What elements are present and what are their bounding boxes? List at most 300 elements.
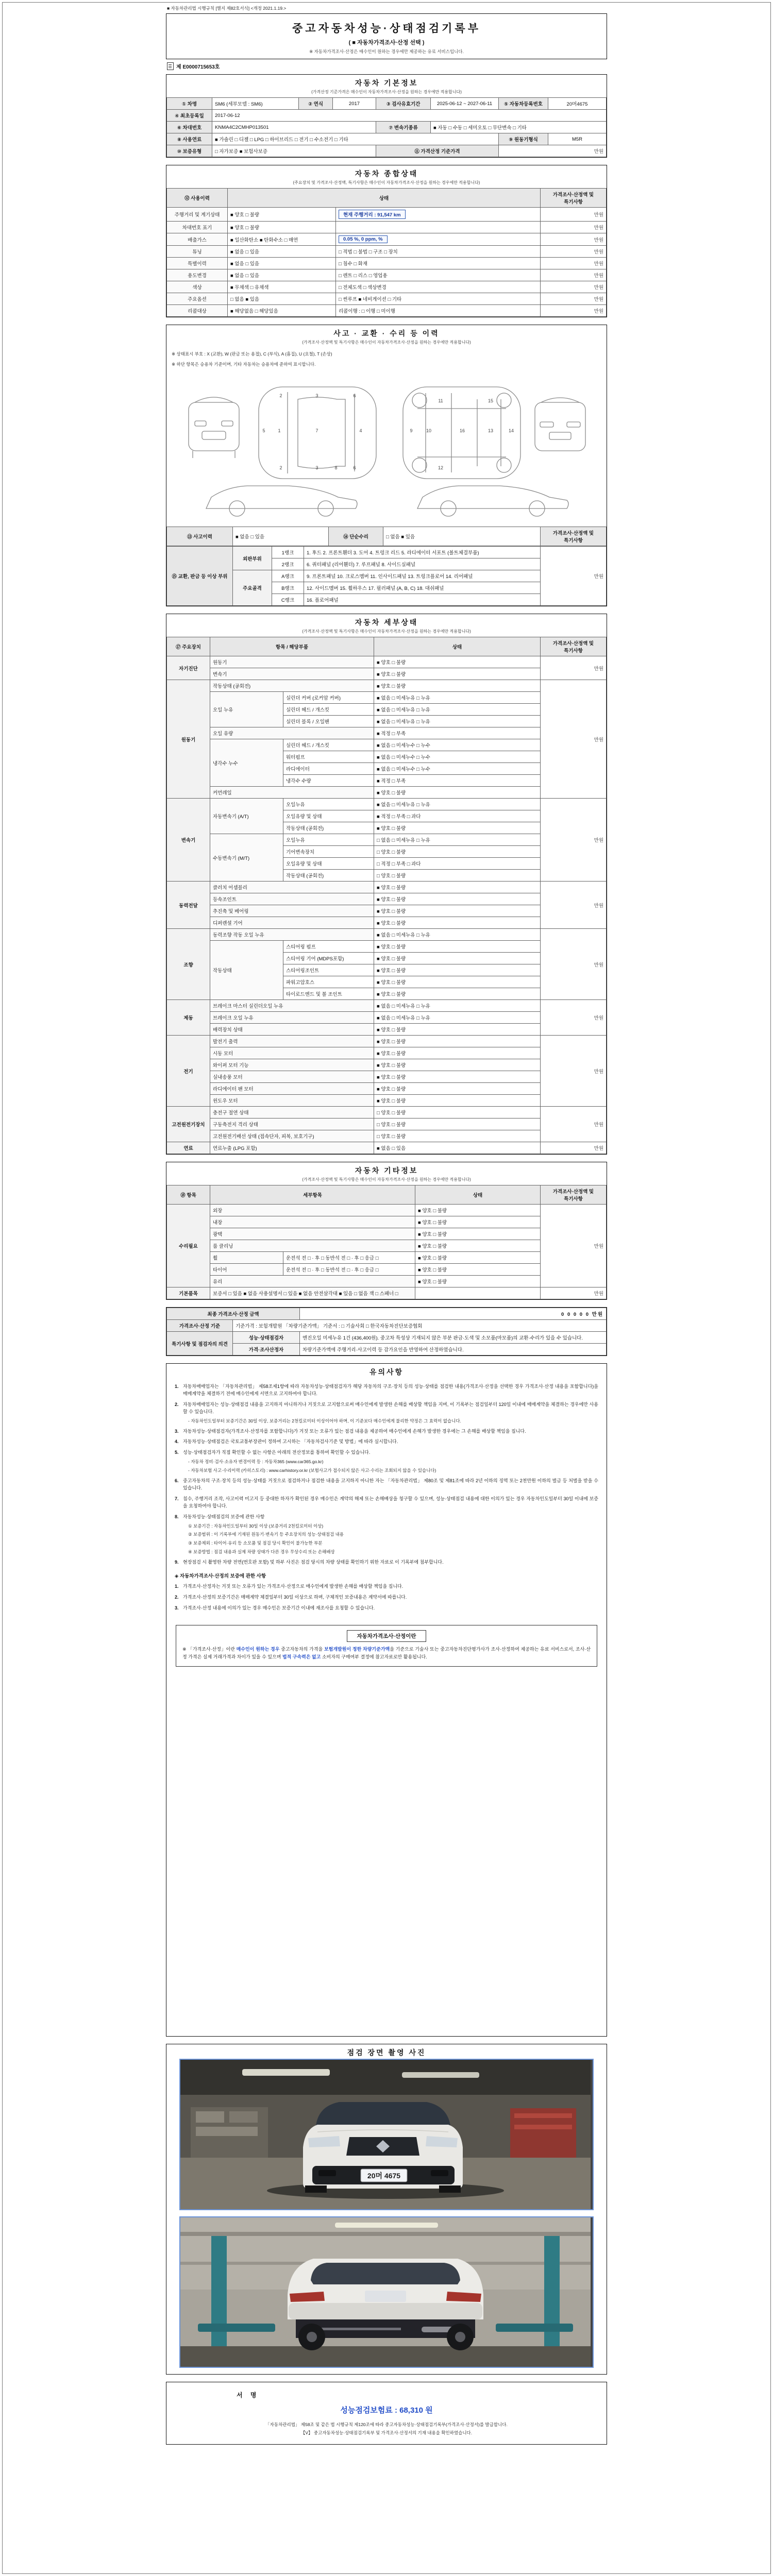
table-row <box>167 1308 607 1320</box>
item-label: 차대번호 표기 <box>167 222 228 233</box>
highlight-value: 0.05 %, 0 ppm, % <box>339 235 388 243</box>
item-label: 주행거리 및 계기상태 <box>167 208 228 222</box>
item-label: 브레이크 마스터 실린더오일 누유 <box>210 1000 374 1012</box>
status-value: ■ 양호 □ 불량 <box>374 905 541 917</box>
status-value: ■ 양호 □ 불량 <box>374 893 541 905</box>
highlight-value: 현재 주행거리 : 91,547 km <box>339 210 406 219</box>
diagram-note: ※ 하단 항목은 승용차 기준이며, 기타 자동차는 승용차에 준하여 표시합니다. <box>172 362 316 367</box>
amount-cell: 만원 <box>541 680 607 799</box>
item-label: 변속기 <box>210 668 374 680</box>
subitem-label: 냉각수 수량 <box>283 775 374 787</box>
vin-value: KNMA4C2CMHP013501 <box>212 122 376 133</box>
status-detail <box>336 208 541 222</box>
status-value: ■ 없음 □ 미세누유 □ 누유 <box>374 716 541 727</box>
status-value: ■ 적정 □ 부족 □ 과다 <box>374 810 541 822</box>
group-label: 조향 <box>167 929 210 1000</box>
amount-cell: 만원 <box>541 208 607 222</box>
section-title: 점검 장면 촬영 사진 <box>347 2048 426 2057</box>
notice-subitem: ④ 보증방법 : 점검 내용과 실제 차량 상태가 다른 경우 무상수리 또는 손해배상 <box>188 1549 335 1554</box>
comprehensive-table <box>166 188 607 317</box>
notice-subitem: - 자동차보험 사고·수리이력 (카히스토리) : www.carhistory.or.kr (보험사고가 접수되지 않은 사고·수리는 조회되지 않을 수 있습니다) <box>188 1468 436 1473</box>
subitem-label: 스티어링 펌프 <box>283 941 374 953</box>
status-value: ■ 양호 □ 불량 <box>374 1059 541 1071</box>
status-value: ■ 양호 □ 불량 <box>374 964 541 976</box>
item-label: 발전기 출력 <box>210 1036 374 1047</box>
status-value: □ 양호 □ 불량 <box>374 1118 541 1130</box>
status-value: ■ 없음 □ 미세누유 □ 누유 <box>374 1012 541 1024</box>
item-label: 냉각수 누수 <box>210 739 283 787</box>
status-code-legend: ※ 상태표시 부호 : X (교환), W (판금 또는 용접), C (부식), A (흠집), U (요철), T (손상) <box>172 351 332 357</box>
item-label: 동력조향 작동 오일 누유 <box>210 929 374 941</box>
notice-item: 9. 현장점검 시 촬영한 차량 전면(번호판 포함) 및 하부 사진은 점검 당시의 차량 상태를 확인하기 위한 자료로 이 기록부에 첨부합니다. <box>175 1559 444 1565</box>
panel-number: 5 <box>262 428 265 433</box>
section-notices <box>166 1363 607 2037</box>
panel-number: 1 <box>278 428 281 433</box>
engine-type: M5R <box>548 133 607 145</box>
header-row: ⑫ 사용이력 상태 가격조사·산정액 및 특기사항 <box>167 189 607 208</box>
table-row <box>167 133 607 145</box>
panel-number: 11 <box>438 398 443 403</box>
subitem-label: 기어변속장치 <box>283 846 374 858</box>
rank-label: 2랭크 <box>272 558 304 570</box>
subitem-label: 오일누유 <box>283 834 374 846</box>
inspection-report <box>166 0 607 2445</box>
table-row <box>167 269 607 281</box>
inspection-photo-underbody <box>179 2216 594 2368</box>
fuel-type: ■ 가솔린 □ 디젤 □ LPG □ 하이브리드 □ 전기 □ 수소전기 □ 기타 <box>212 133 499 145</box>
status-value: ■ 없음 □ 있음 <box>228 246 336 258</box>
subitem-label: 파워고압호스 <box>283 976 374 988</box>
item-label: 라디에이터 팬 모터 <box>210 1083 374 1095</box>
basis-label: 가격조사·산정 기준 <box>167 1320 233 1332</box>
item-label: 오일 누유 <box>210 692 283 727</box>
status-detail: 리콜이행 : □ 이행 □ 미이행 <box>336 305 541 317</box>
field-label: ⑨ 원동기형식 <box>499 133 548 145</box>
panel-number: 8 <box>334 465 338 470</box>
panel-list: 16. 플로어패널 <box>304 594 541 606</box>
status-value: ■ 양호 □ 불량 <box>374 1095 541 1107</box>
simple-repair-status: □ 없음 ■ 있음 <box>383 527 541 546</box>
signature-label: 서 명 <box>237 2392 260 2399</box>
table-row <box>167 1142 607 1154</box>
license-plate-text: 20머 4675 <box>367 2172 401 2180</box>
notice-subitem: ① 보증기간 : 자동차인도일부터 30일 이상 (보증거리 2천킬로미터 이상) <box>188 1523 324 1529</box>
status-value: ■ 일산화탄소 ■ 탄화수소 □ 매연 <box>228 233 336 246</box>
item-label: 특별이력 <box>167 258 228 269</box>
status-detail: □ 침수 □ 화재 <box>336 258 541 269</box>
status-value: ■ 없음 □ 미세누수 □ 누수 <box>374 739 541 751</box>
notice-item: 2. 자동차매매업자는 성능·상태점검 내용을 고지하지 아니하거나 거짓으로 고지함으로써 매수인에게 발생한 손해를 배상할 책임을 지며, 이 기록부는 점검일부터 120일 이내에 매매계약을 체결하는 경우에만 사용할 수 있습니다. <box>175 1401 598 1414</box>
panel-list: 9. 프론트패널 10. 크로스멤버 11. 인사이드패널 13. 트렁크플로어 14. 리어패널 <box>304 570 541 582</box>
table-row <box>167 246 607 258</box>
status-value: ■ 양호 □ 불량 <box>374 917 541 929</box>
final-price-table <box>166 1308 607 1355</box>
group-label: 제동 <box>167 1000 210 1036</box>
status-value: □ 양호 □ 불량 <box>374 1130 541 1142</box>
price-info-box <box>176 1625 597 1667</box>
status-detail: □ 렌트 □ 리스 □ 영업용 <box>336 269 541 281</box>
document-icon <box>167 62 174 70</box>
table-row <box>167 145 607 157</box>
subitem-label: 실린더 헤드 / 개스킷 <box>283 739 374 751</box>
inspector-role: 성능·상태점검자 <box>233 1332 300 1344</box>
price-info-text: ※ 「가격조사·산정」이란 매수인이 원하는 경우 중고자동차의 가격을 보험개발원이 정한 차량기준가액을 기준으로 기술사 또는 중고자동차진단평가사가 조사·산정하여 제공하는 유료 서비스로서, 조사·산정 가격은 실제 거래가격과 차이가 있을 수 있으며 법적 구속력은 없고 소비자의 구매여부 결정에 참고자료로만 활용됩니다. <box>182 1647 591 1660</box>
status-value: □ 없음 □ 미세누유 □ 누유 <box>374 834 541 846</box>
status-value: ■ 양호 □ 불량 <box>374 1047 541 1059</box>
item-label: 룸 클리닝 <box>210 1240 415 1252</box>
status-value: ■ 없음 □ 미세누유 □ 누유 <box>374 1000 541 1012</box>
report-title: 중고자동차성능·상태점검기록부 <box>292 23 481 35</box>
amount-cell: 만원 <box>541 1000 607 1036</box>
field-label: ⑩ 보증유형 <box>167 145 212 157</box>
amount-cell: 만원 <box>541 1205 607 1287</box>
amount-cell: 만원 <box>541 258 607 269</box>
panel-list: 12. 사이드멤버 15. 휠하우스 17. 필러패널 (A, B, C) 18. 대쉬패널 <box>304 582 541 594</box>
panel-number: 4 <box>359 428 362 433</box>
status-value: ■ 적정 □ 부족 <box>374 775 541 787</box>
amount-cell: 만원 <box>541 656 607 680</box>
group-label: 변속기 <box>167 799 210 882</box>
amount-cell: 만원 <box>541 269 607 281</box>
accent-term: 법적 구속력은 없고 <box>282 1654 321 1660</box>
document-number-row <box>167 62 607 70</box>
vehicle-diagram-area <box>166 368 607 527</box>
notice-item: 1. 자동차매매업자는 「자동차관리법」 제58조제1항에 따라 자동차성능·상태점검자가 해당 자동차의 구조·장치 등의 성능·상태를 점검한 내용(가격조사·산정을 선택한 경우 가격조사·산정 내용을 포함합니다)을 매매계약을 체결하기 전에 매수인에게 서면으로 고지하여야 합니다. <box>175 1384 598 1396</box>
field-label: ⑭ 단순수리 <box>329 527 383 546</box>
section-accident-history <box>166 325 607 606</box>
status-detail <box>336 222 541 233</box>
notice-subitem: - 자동차 정비·검사·소유자 변경이력 등 : 자동차365 (www.car365.go.kr) <box>188 1459 324 1465</box>
accident-history-status: ■ 없음 □ 있음 <box>233 527 329 546</box>
status-value: ■ 양호 □ 불량 <box>415 1228 541 1240</box>
item-label: 윈도우 모터 <box>210 1095 374 1107</box>
panel-number: 14 <box>508 428 514 433</box>
document-number: 제 E0000715653호 <box>176 64 220 70</box>
subitem-label: 실린더 블록 / 오일팬 <box>283 716 374 727</box>
status-value: ■ 양호 □ 불량 <box>374 882 541 893</box>
item-label: 커먼레일 <box>210 787 374 799</box>
table-row <box>167 929 607 941</box>
appraiser-role: 가격·조사산정자 <box>233 1344 300 1355</box>
status-value: ■ 양호 □ 불량 <box>374 680 541 692</box>
item-label: 연료누출 (LPG 포함) <box>210 1142 374 1154</box>
table-row <box>167 1107 607 1118</box>
table-row <box>167 547 607 558</box>
model-year: 2017 <box>333 98 376 110</box>
exchange-label: ⑮ 교환, 판금 등 이상 부위 <box>167 547 233 606</box>
notice-item: 6. 중고자동차의 구조·장치 등의 성능·상태를 거짓으로 점검하거나 점검한 내용을 고지하지 아니한 자는 「자동차관리법」 제80조 및 제81조에 따라 2년 이하의 징역 또는 2천만원 이하의 벌금 등 처벌을 받을 수 있습니다. <box>175 1478 598 1490</box>
section-final-price <box>166 1307 607 1356</box>
status-value: ■ 없음 □ 미세누유 □ 누유 <box>374 704 541 716</box>
item-label: 내장 <box>210 1216 415 1228</box>
section-note: (가격조사·산정액 및 특기사항은 매수인이 자동차가격조사·산정을 원하는 경우에만 적용합니다) <box>302 340 471 345</box>
status-value: ■ 양호 □ 불량 <box>374 988 541 1000</box>
rank-label: B랭크 <box>272 582 304 594</box>
item-label: 주요옵션 <box>167 293 228 305</box>
inspection-photo-front <box>179 2059 594 2210</box>
item-label: 시동 모터 <box>210 1047 374 1059</box>
status-value: ■ 없음 □ 미세누유 □ 누유 <box>374 929 541 941</box>
accident-summary-table <box>166 527 607 546</box>
subitem-label: 스티어링조인트 <box>283 964 374 976</box>
status-value: ■ 양호 □ 불량 <box>415 1264 541 1276</box>
group-label: 전기 <box>167 1036 210 1107</box>
table-row <box>167 258 607 269</box>
notice-subitem: ③ 보증제외 : 타이어·유리 등 소모품 및 점검 당시 확인이 불가능한 부분 <box>188 1540 323 1546</box>
table-row <box>167 281 607 293</box>
table-row <box>167 1320 607 1332</box>
status-value: ■ 적정 □ 부족 <box>374 727 541 739</box>
item-label: 디퍼렌셜 기어 <box>210 917 374 929</box>
status-value: ■ 없음 □ 미세누수 □ 누수 <box>374 763 541 775</box>
amount-cell: 만원 <box>541 281 607 293</box>
item-label: 광택 <box>210 1228 415 1240</box>
panel-number: 3 <box>315 393 318 398</box>
subitem-label: 실린더 커버 (로커암 커버) <box>283 692 374 704</box>
accident-table <box>166 546 607 606</box>
table-row <box>167 680 607 692</box>
panel-number: 12 <box>438 465 444 470</box>
subitem-label: 작동상태 (공회전) <box>283 822 374 834</box>
table-row <box>167 208 607 222</box>
notice-item: 2. 가격조사·산정의 보증기간은 매매계약 체결일부터 30일 이상으로 하며, 구체적인 보증내용은 계약서에 따릅니다. <box>175 1595 407 1600</box>
table-row <box>167 656 607 668</box>
notice-subtitle: ◈ 자동차가격조사·산정의 보증에 관한 사항 <box>175 1573 266 1580</box>
detail-table <box>166 637 607 1154</box>
first-registration-date: 2017-06-12 <box>212 110 607 122</box>
panel-number: 6 <box>353 465 356 470</box>
status-value: ■ 없음 □ 미세누수 □ 누수 <box>374 751 541 763</box>
amount-cell: 만원 <box>541 547 607 606</box>
status-value: ■ 양호 □ 불량 <box>415 1252 541 1264</box>
status-value: ■ 무채색 □ 유채색 <box>228 281 336 293</box>
report-note: ※ 자동차가격조사·산정은 매수인이 원하는 경우에만 제공하는 유료 서비스입니다. <box>309 49 464 54</box>
table-row <box>167 527 607 546</box>
status-value: □ 없음 ■ 있음 <box>228 293 336 305</box>
amount-header: 가격조사·산정액 및 특기사항 <box>541 527 607 546</box>
inspector-remark: 엔진오일 미세누유 1건 (436,400원). 중고차 특성상 기재되지 않은 부분 판금·도색 및 소모품(마모품)의 교환·수리가 있을 수 있습니다. <box>300 1332 607 1344</box>
panel-number: 7 <box>315 428 318 433</box>
warranty-type: □ 자가보증 ■ 보험사보증 <box>212 145 376 157</box>
item-label: 용도변경 <box>167 269 228 281</box>
panel-number: 15 <box>488 398 494 403</box>
item-label: 타이어 <box>210 1264 283 1276</box>
subitem-label: 스티어링 기어 (MDPS포함) <box>283 953 374 964</box>
table-row <box>167 110 607 122</box>
section-title: 사고 · 교환 · 수리 등 이력 <box>333 329 440 337</box>
amount-cell: 만원 <box>541 799 607 882</box>
field-label: ⑤ 자동차등록번호 <box>499 98 548 110</box>
inspection-valid-period: 2025-06-12 ~ 2027-06-11 <box>431 98 499 110</box>
subitem-label: 워터펌프 <box>283 751 374 763</box>
item-label: 브레이크 오일 누유 <box>210 1012 374 1024</box>
section-overall-condition <box>166 165 607 317</box>
item-label: 휠 <box>210 1252 283 1264</box>
panel-number: 2 <box>279 393 282 398</box>
issuance-statement: 「자동차관리법」 제58조 및 같은 법 시행규칙 제120조에 따라 중고자동차성능·상태점검기록부(가격조사·산정서)를 발급합니다. <box>265 2422 508 2427</box>
section-note: (가격조사·산정액 및 특기사항은 매수인이 자동차가격조사·산정을 원하는 경우에만 적용합니다) <box>302 629 471 634</box>
status-value: ■ 없음 □ 있음 <box>228 269 336 281</box>
amount-cell: 만원 <box>541 1107 607 1142</box>
status-value: ■ 양호 □ 불량 <box>374 941 541 953</box>
amount-cell: 만원 <box>541 233 607 246</box>
status-value: □ 양호 □ 불량 <box>374 1107 541 1118</box>
table-row <box>167 1205 607 1216</box>
panel-list: 1. 후드 2. 프론트휀더 3. 도어 4. 트렁크 리드 5. 라디에이터 서포트 (볼트체결부품) <box>304 547 541 558</box>
field-label: ① 차명 <box>167 98 212 110</box>
header-row: ⑰ 주요장치 항목 / 해당부품 상태 가격조사·산정액 및 특기사항 <box>167 637 607 656</box>
subitem-label: 라디에이터 <box>283 763 374 775</box>
subitem-label: 작동상태 (공회전) <box>283 870 374 882</box>
panel-number: 6 <box>353 393 356 398</box>
form-reference: ■ 자동차관리법 시행규칙 [별지 제82호서식] <개정 2021.1.19.> <box>167 6 287 11</box>
section-etc-info <box>166 1162 607 1300</box>
group-label: 원동기 <box>167 680 210 799</box>
table-row <box>167 98 607 110</box>
table-row <box>167 293 607 305</box>
status-value: ■ 양호 □ 불량 <box>415 1216 541 1228</box>
field-label: ③ 검사유효기간 <box>376 98 431 110</box>
field-label: ⑦ 변속기종류 <box>376 122 431 133</box>
status-value: ■ 양호 □ 불량 <box>374 668 541 680</box>
rank-label: C랭크 <box>272 594 304 606</box>
confirmation-statement: 【V】 중고자동차성능·상태점검기록부 및 가격조사·산정서의 기재 내용을 확인하였습니다. <box>300 2430 473 2435</box>
status-value: ■ 양호 □ 불량 <box>415 1205 541 1216</box>
item-label: 충전구 절연 상태 <box>210 1107 374 1118</box>
area-label: 외판부위 <box>233 547 272 570</box>
table-row <box>167 1036 607 1047</box>
status-value: ■ 양호 □ 불량 <box>228 222 336 233</box>
item-label: 추진축 및 베어링 <box>210 905 374 917</box>
panel-number: 2 <box>279 465 282 470</box>
notice-item: 8. 자동차성능·상태점검의 보증에 관한 사항 <box>175 1514 265 1519</box>
item-label: 리콜대상 <box>167 305 228 317</box>
amount-cell: 만원 <box>541 305 607 317</box>
report-subtitle: ( ■ 자동차가격조사·산정 선택 ) <box>348 40 425 46</box>
table-row <box>167 233 607 246</box>
transmission-type: ■ 자동 □ 수동 □ 세미오토 □ 무단변속 □ 기타 <box>431 122 607 133</box>
notice-subitem: - 자동차인도일부터 보증기간은 30일 이상, 보증거리는 2천킬로미터 이상이어야 하며, 이 기준보다 매수인에게 불리한 약정은 그 효력이 없습니다. <box>188 1418 461 1423</box>
section-basic-info <box>166 74 607 158</box>
item-label: 구동축전지 격리 상태 <box>210 1118 374 1130</box>
panel-number: 13 <box>488 428 494 433</box>
final-price-value: 0 0 0 0 0 만원 <box>300 1308 607 1320</box>
amount-cell: 만원 <box>541 882 607 929</box>
appraiser-remark: 차량기준가액에 주행거리·사고이력 등 감가요인을 반영하여 산정하였습니다. <box>300 1344 607 1355</box>
group-label: 연료 <box>167 1142 210 1154</box>
section-title: 자동차 종합상태 <box>355 170 418 178</box>
notice-item: 4. 자동차성능·상태점검은 국토교통부장관이 정하여 고시하는 「자동차검사기준 및 방법」에 따라 실시합니다. <box>175 1439 398 1445</box>
field-label: ⑬ 사고이력 <box>167 527 233 546</box>
etc-table <box>166 1185 607 1299</box>
item-label: 유리 <box>210 1276 415 1287</box>
panel-list: 6. 쿼터패널 (리어휀더) 7. 루프패널 8. 사이드실패널 <box>304 558 541 570</box>
panel-number: 10 <box>426 428 432 433</box>
item-label: 배력장치 상태 <box>210 1024 374 1036</box>
status-value: ■ 양호 □ 불량 <box>374 1024 541 1036</box>
status-value: □ 적정 □ 부족 □ 과다 <box>374 858 541 870</box>
amount-cell: 만원 <box>541 293 607 305</box>
notice-body <box>166 1378 607 1619</box>
group-label: 동력전달 <box>167 882 210 929</box>
item-label: 수동변속기 (M/T) <box>210 834 283 882</box>
field-label: ⑧ 사용연료 <box>167 133 212 145</box>
item-label: 튜닝 <box>167 246 228 258</box>
subitem-label: 실린더 헤드 / 개스킷 <box>283 704 374 716</box>
status-detail <box>336 233 541 246</box>
field-label: ④ 최초등록일 <box>167 110 212 122</box>
field-label: ⑥ 차대번호 <box>167 122 212 133</box>
table-row <box>167 882 607 893</box>
status-value: □ 양호 □ 불량 <box>374 846 541 858</box>
item-label: 실내송풍 모터 <box>210 1071 374 1083</box>
section-detail-condition <box>166 614 607 1155</box>
vehicle-diagram <box>175 370 598 521</box>
section-note: (가격조사·산정액 및 특기사항은 매수인이 자동차가격조사·산정을 원하는 경우에만 적용합니다) <box>302 1177 471 1182</box>
status-value: ■ 양호 □ 불량 <box>374 787 541 799</box>
item-label: 배출가스 <box>167 233 228 246</box>
amount-cell: 만원 <box>541 222 607 233</box>
status-value <box>415 1287 541 1299</box>
item-label: 색상 <box>167 281 228 293</box>
subitem-label: 오일유량 및 상태 <box>283 858 374 870</box>
table-row <box>167 305 607 317</box>
amount-cell: 만원 <box>541 246 607 258</box>
section-note: (주요장치 및 가격조사·산정액, 특기사항은 매수인이 자동차가격조사·산정을 원하는 경우에만 적용합니다) <box>293 180 480 185</box>
status-value: ■ 없음 □ 미세누유 □ 누유 <box>374 799 541 810</box>
section-title: 자동차 기타정보 <box>355 1166 418 1175</box>
registration-number: 20머4675 <box>548 98 607 110</box>
status-value: ■ 양호 □ 불량 <box>374 1071 541 1083</box>
rank-label: A랭크 <box>272 570 304 582</box>
section-title: 유의사항 <box>369 1368 404 1376</box>
field-label: ⑪ 가격산정 기준가격 <box>376 145 499 157</box>
area-label: 주요골격 <box>233 570 272 606</box>
amount-cell: 만원 <box>541 1036 607 1107</box>
item-label: 자동변속기 (A/T) <box>210 799 283 834</box>
accent-term: 매수인이 원하는 경우 <box>236 1647 280 1652</box>
subitem-label: 타이로드엔드 및 볼 조인트 <box>283 988 374 1000</box>
vehicle-name: SM6 (세부모델 : SM6) <box>212 98 299 110</box>
item-label: 와이퍼 모터 기능 <box>210 1059 374 1071</box>
item-label: 클러치 어셈블리 <box>210 882 374 893</box>
panel-number: 16 <box>459 428 465 433</box>
notice-item: 3. 가격조사·산정 내용에 이의가 있는 경우 매수인은 보증기간 이내에 재조사를 요청할 수 있습니다. <box>175 1605 375 1611</box>
status-value: ■ 양호 □ 불량 <box>374 1083 541 1095</box>
table-row <box>167 222 607 233</box>
group-label: 자기진단 <box>167 656 210 680</box>
section-title: 자동차 세부상태 <box>355 618 418 626</box>
status-value: ■ 양호 □ 불량 <box>415 1240 541 1252</box>
insurance-fee: 성능점검보험료 : 68,310 원 <box>340 2406 433 2415</box>
status-value: ■ 양호 □ 불량 <box>374 953 541 964</box>
status-value: ■ 없음 □ 있음 <box>374 1142 541 1154</box>
notice-item: 5. 성능·상태점검자가 직접 확인할 수 없는 사항은 아래의 전산정보를 통하여 확인할 수 있습니다. <box>175 1450 371 1455</box>
table-row <box>167 1287 607 1299</box>
field-label: ② 연식 <box>299 98 333 110</box>
panel-number: 9 <box>410 428 413 433</box>
report-header <box>166 13 607 59</box>
group-label: 수리필요 <box>167 1205 210 1287</box>
table-row <box>167 1332 607 1344</box>
amount-cell: 만원 <box>541 1142 607 1154</box>
opinion-title: 특기사항 및 점검자의 의견 <box>167 1332 233 1355</box>
notice-item: 7. 침수, 주행거리 조작, 사고이력 미고지 등 중대한 하자가 확인된 경우 매수인은 계약의 해제 또는 손해배상을 청구할 수 있으며, 성능·상태점검 내용에 대한 이의가 있는 경우 자동차인도일부터 30일 이내에 보증을 요청하여야 합니다. <box>175 1496 598 1509</box>
amount-cell: 만원 <box>541 1287 607 1299</box>
accent-term: 보험개발원이 정한 차량기준가액 <box>324 1647 390 1652</box>
notice-item: 1. 가격조사·산정자는 거짓 또는 오류가 있는 가격조사·산정으로 매수인에게 발생한 손해를 배상할 책임을 집니다. <box>175 1584 404 1589</box>
section-title: 자동차 기본정보 <box>355 79 418 87</box>
